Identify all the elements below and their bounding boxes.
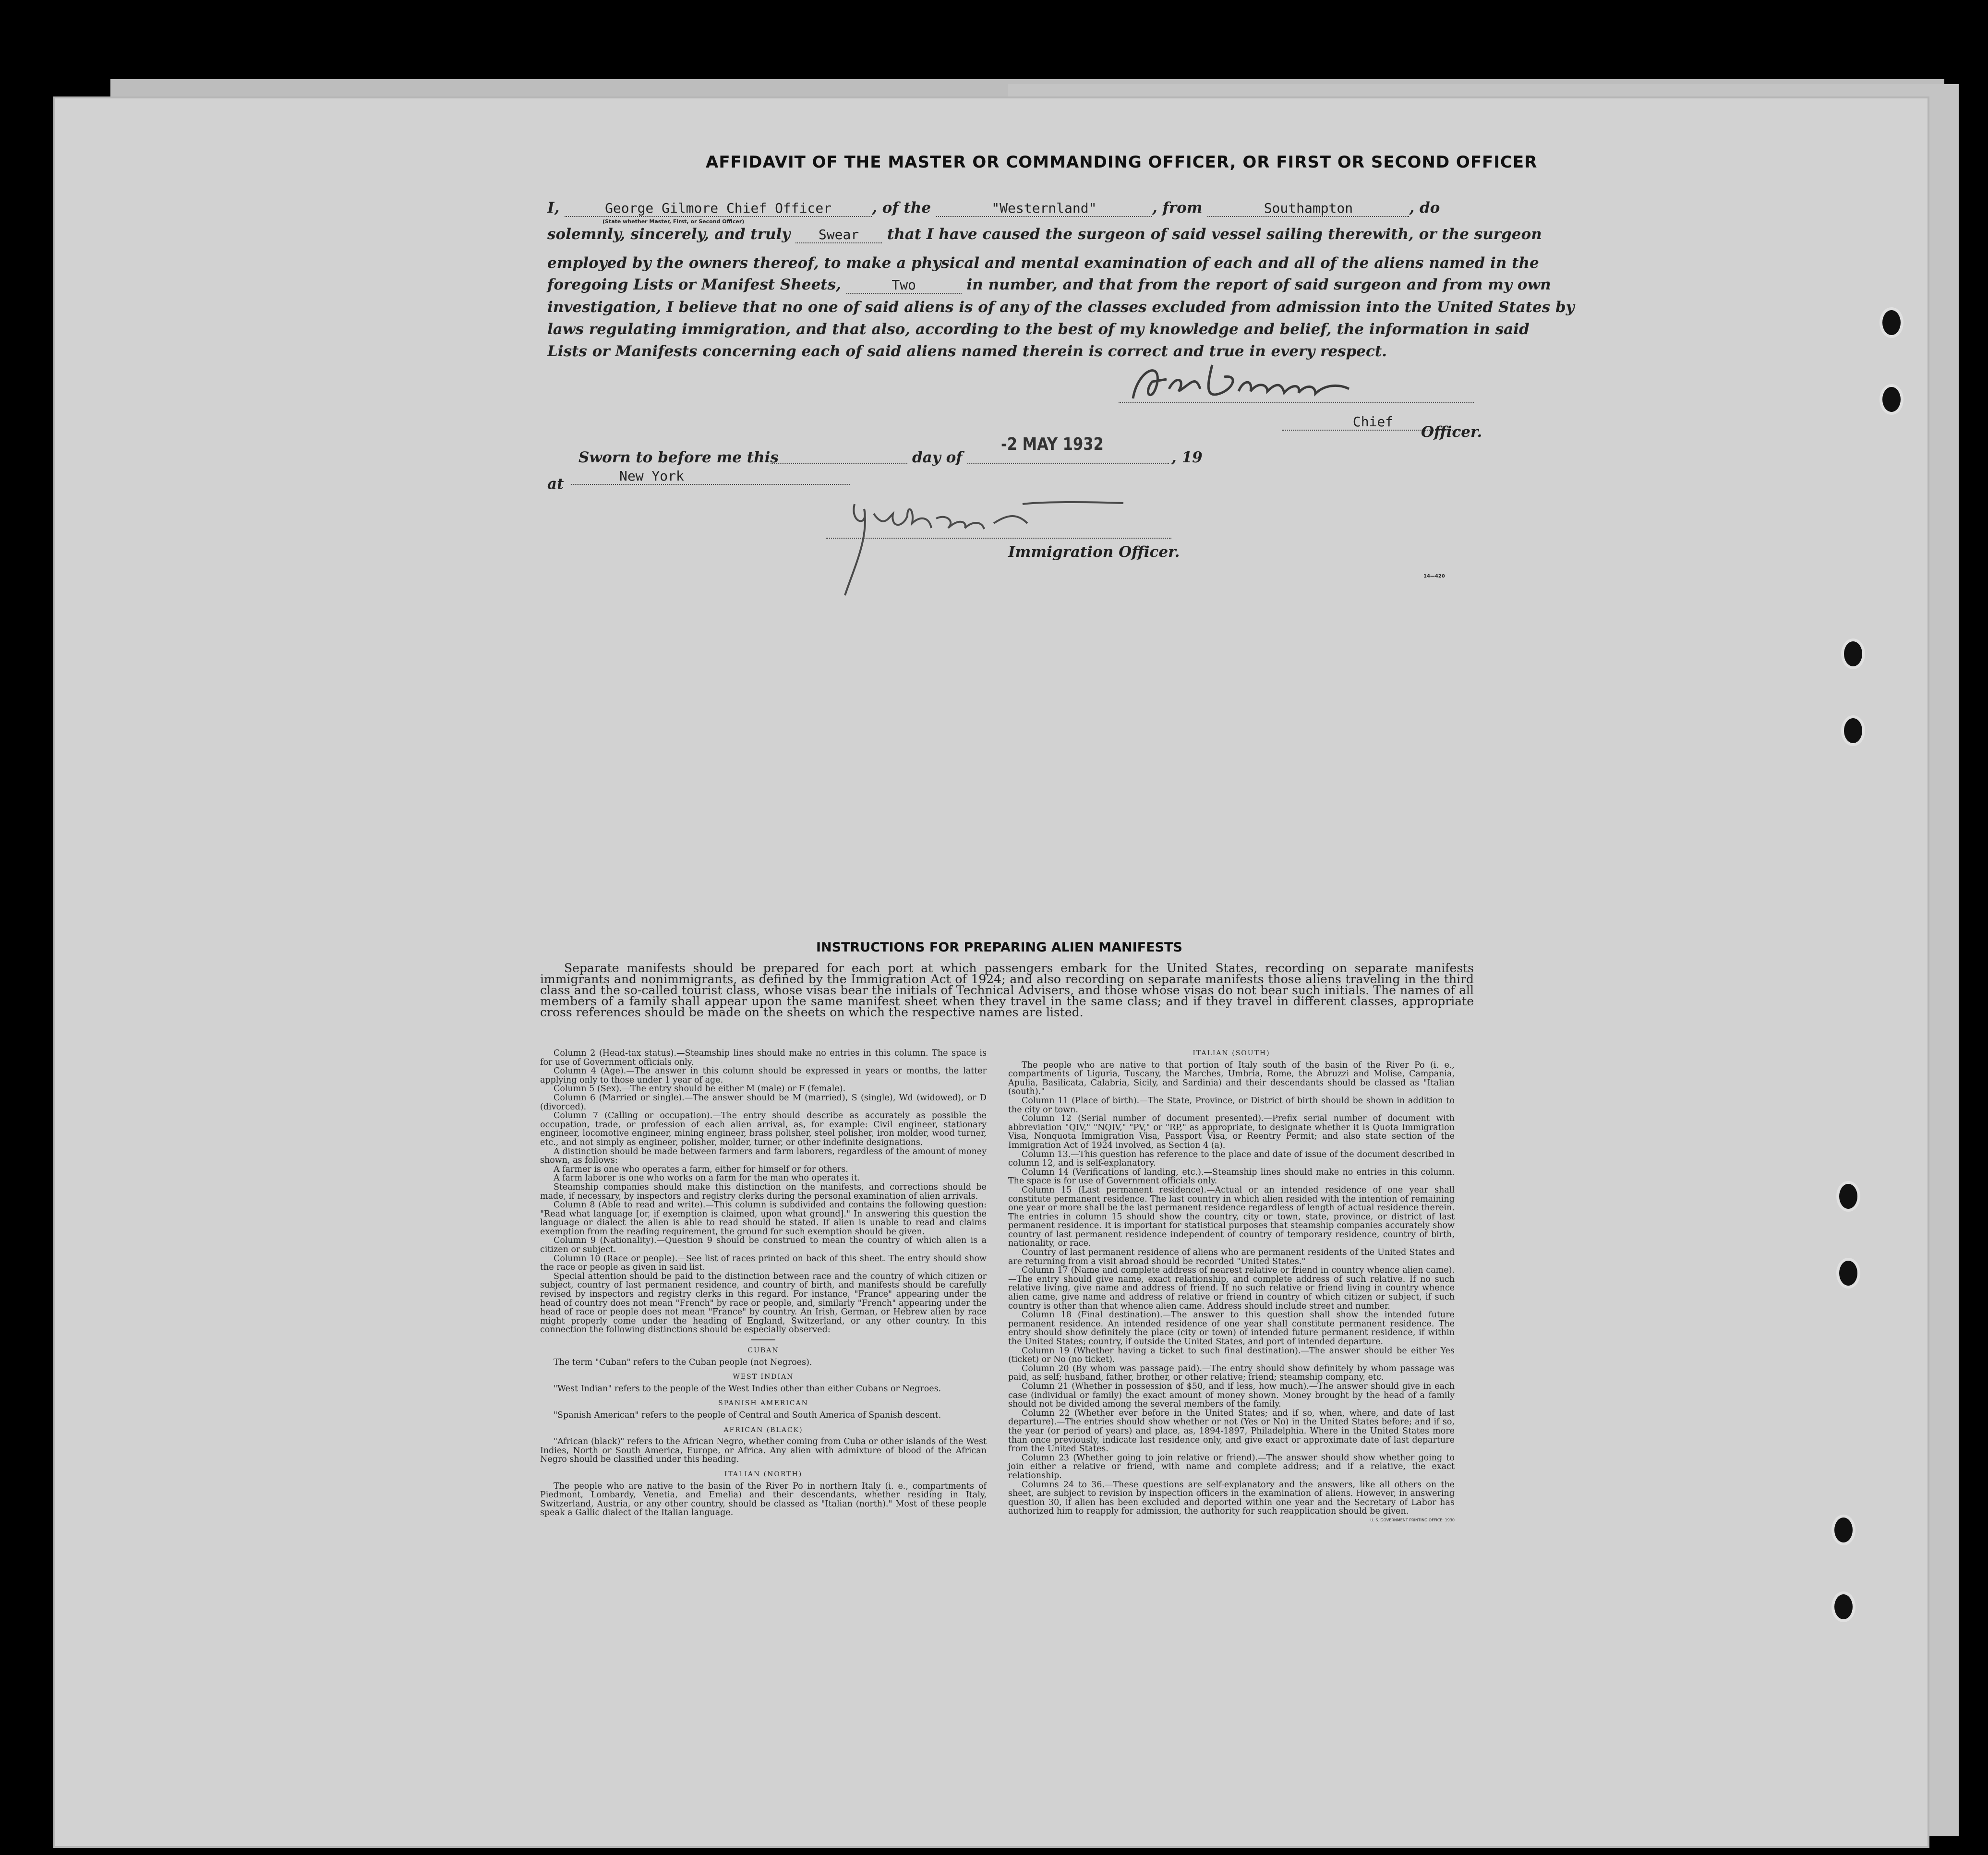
section-heading-italian-north: ITALIAN (NORTH) xyxy=(724,1470,803,1478)
instruction-paragraph: Steamship companies should make this distinction on the manifests, and corrections should be made, if necessary, by inspectors and registry clerks during the personal examination of alien arrivals. xyxy=(540,1182,987,1201)
instruction-paragraph: Column 6 (Married or single).—The answer should be M (married), S (single), Wd (widowed), or D (divorced). xyxy=(540,1093,987,1112)
affidavit-line-4 xyxy=(547,276,1551,294)
instruction-paragraph: "Spanish American" refers to the people of Central and South America of Spanish descent. xyxy=(554,1410,941,1420)
printing-office-note: U. S. GOVERNMENT PRINTING OFFICE: 1930 xyxy=(1370,1518,1455,1522)
solemnly-text: solemnly, sincerely, and truly xyxy=(547,226,791,243)
instruction-paragraph: Column 11 (Place of birth).—The State, Province, or District of birth should be shown in addition to the city or town. xyxy=(1008,1096,1455,1115)
officer-signature-line xyxy=(1119,402,1474,403)
instruction-paragraph: Column 15 (Last permanent residence).—Actual or an intended residence of one year shall constitute permanent residence. The last country in which alien resided with the intention of remaining one year or more shall be the last permanent residence regardless of length of actual residence therein. The entries in column 15 should show the country, city or town, state, province, or district of last permanent residence. It is important for statistical purposes that steamship companies accurately show country of last permanent residence independent of country of temporary residence, country of birth, nationality, or race. xyxy=(1008,1185,1455,1249)
instruction-paragraph: Column 23 (Whether going to join relative or friend).—The answer should show whether going to join either a relative or friend, with name and complete address; and if a relative, the exact relationship. xyxy=(1008,1453,1455,1481)
instruction-paragraph: Column 22 (Whether ever before in the United States; and if so, when, where, and date of last departure).—The entries should show whether or not (Yes or No) in the United States before; and if so, the year (or period of years) and place, as, 1894-1897, Philadelphia. Where in the United States more than once previously, indicate last residence only, and give exact or approximate date of last departure from the United States. xyxy=(1008,1408,1455,1454)
affidavit-title: AFFIDAVIT OF THE MASTER OR COMMANDING OFFICER, OR FIRST OR SECOND OFFICER xyxy=(706,153,1538,172)
section-heading-west-indian: WEST INDIAN xyxy=(733,1373,794,1381)
affidavit-line-1 xyxy=(547,199,1479,217)
instructions-right-column xyxy=(1008,1049,1455,1525)
punch-hole xyxy=(1841,715,1865,746)
year-label: , 19 xyxy=(1171,449,1203,466)
instruction-paragraph: Column 4 (Age).—The answer in this column should be expressed in years or months, the latter applying only to those under 1 year of age. xyxy=(540,1066,987,1085)
punch-hole xyxy=(1836,1258,1860,1289)
section-heading-cuban: CUBAN xyxy=(747,1347,779,1354)
section-divider xyxy=(751,1339,775,1340)
officer-label: Officer. xyxy=(1421,423,1482,441)
instruction-paragraph: Column 7 (Calling or occupation).—The entry should describe as accurately as possible the occupation, trade, or profession of each alien arrival, as, for example: Civil engineer, stationary engineer, locomotive engineer, mining engineer, brass polisher, steel polisher, iron molder, wood turner, etc., and not simply as engineer, polisher, molder, turner, or other indefinite designations. xyxy=(540,1111,987,1147)
form-number: 14—420 xyxy=(1423,574,1445,579)
officer-signature xyxy=(1123,355,1392,413)
instruction-paragraph: "West Indian" refers to the people of the West Indies other than either Cubans or Negroes. xyxy=(554,1384,941,1394)
do-label: , do xyxy=(1409,199,1440,217)
instruction-paragraph: A distinction should be made between farmers and farm laborers, regardless of the amount of money shown, as follows: xyxy=(540,1146,987,1166)
affidavit-text: in number, and that from the report of said surgeon and from my own xyxy=(966,276,1551,293)
sworn-label: Sworn to before me this xyxy=(578,449,779,466)
punch-hole xyxy=(1836,1181,1860,1212)
punch-hole xyxy=(1831,1515,1855,1545)
officer-name-field: George Gilmore Chief Officer xyxy=(565,200,872,217)
from-label: , from xyxy=(1152,199,1203,217)
instruction-paragraph: A farmer is one who operates a farm, either for himself or for others. xyxy=(554,1164,848,1174)
oath-field: Swear xyxy=(795,227,882,243)
instruction-paragraph: Column 8 (Able to read and write).—This column is subdivided and contains the following question: "Read what language [or, if exemption is claimed, upon what ground]." In answering this question the language or dialect the alien is able to read should be stated. If alien is unable to read and claims exemption from the reading requirement, the ground for such exemption should be given. xyxy=(540,1200,987,1237)
instruction-paragraph: Column 20 (By whom was passage paid).—The entry should show definitely by whom passage was paid, as self; husband, father, brother, or other relative; friend; steamship company, etc. xyxy=(1008,1363,1455,1383)
day-of-label: day of xyxy=(912,449,963,466)
instruction-paragraph: "African (black)" refers to the African Negro, whether coming from Cuba or other islands of the West Indies, North or South America, Europe, or Africa. Any alien with admixture of blood of the African Negro should be classified under this heading. xyxy=(540,1437,987,1465)
section-heading-spanish-american: SPANISH AMERICAN xyxy=(718,1399,808,1408)
vessel-name-field: "Westernland" xyxy=(936,200,1152,217)
instruction-paragraph: Column 18 (Final destination).—The answer to this question shall show the intended future permanent residence. An intended residence of one year shall constitute permanent residence. The entry should show definitely the place (city or town) of intended future permanent residence, if within the United States; country, if outside the United States, and port of intended departure. xyxy=(1008,1310,1455,1347)
instructions-title: INSTRUCTIONS FOR PREPARING ALIEN MANIFESTS xyxy=(816,940,1182,955)
instruction-paragraph: The term "Cuban" refers to the Cuban people (not Negroes). xyxy=(554,1357,812,1367)
affidavit-text: foregoing Lists or Manifest Sheets, xyxy=(547,276,841,293)
instruction-paragraph: Column 5 (Sex).—The entry should be either M (male) or F (female). xyxy=(554,1084,846,1094)
date-stamp: -2 MAY 1932 xyxy=(1001,434,1104,454)
affidavit-line-6: laws regulating immigration, and that also, according to the best of my knowledge and belief, the information in said xyxy=(547,321,1530,338)
immigration-officer-line xyxy=(826,538,1171,539)
instruction-paragraph: Column 21 (Whether in possession of $50, and if less, how much).—The answer should give in each case (individual or family) the exact amount of money shown. Money brought by the head of a family should not be divided among the several members of the family. xyxy=(1008,1381,1455,1409)
at-label: at xyxy=(547,475,564,493)
affidavit-line-2 xyxy=(547,226,1542,243)
instruction-paragraph: A farm laborer is one who works on a farm for the man who operates it. xyxy=(554,1173,860,1183)
instructions-left-column xyxy=(540,1049,987,1518)
instruction-paragraph: Column 9 (Nationality).—Question 9 should be construed to mean the country of which alien is a citizen or subject. xyxy=(540,1236,987,1255)
instruction-paragraph: Columns 24 to 36.—These questions are self-explanatory and the answers, like all others on the sheet, are subject to revision by inspection officers in the examination of aliens. However, in answering question 30, if alien has been excluded and deported within one year and the Secretary of Labor has authorized him to reapply for admission, the authority for such reapplication should be given. xyxy=(1008,1480,1455,1517)
instruction-paragraph: Column 2 (Head-tax status).—Steamship lines should make no entries in this column. The space is for use of Government officials only. xyxy=(540,1048,987,1067)
instructions-intro: Separate manifests should be prepared for each port at which passengers embark for the United States, recording on separate manifests immigrants and nonimmigrants, as defined by the Immigration Act of 1924; and also recording on separate manifests those aliens traveling in the third class and the so-called tourist class, whose visas bear the initials of Technical Advisers, and those whose visas do not bear such initials. The names of all members of a family shall appear upon the same manifest sheet when they travel in the same class; and if they travel in different classes, appropriate cross references should be made on the sheets on which the respective names are listed. xyxy=(540,961,1474,1019)
instruction-paragraph: Country of last permanent residence of aliens who are permanent residents of the United States and are returning from a visit abroad should be recorded "United States." xyxy=(1008,1248,1455,1266)
instruction-paragraph: Column 13.—This question has reference to the place and date of issue of the document described in column 12, and is self-explanatory. xyxy=(1008,1149,1455,1168)
punch-hole xyxy=(1831,1591,1855,1622)
punch-hole xyxy=(1880,307,1904,338)
section-heading-italian-south: ITALIAN (SOUTH) xyxy=(1193,1049,1270,1057)
instruction-paragraph: The people who are native to the basin of the River Po in northern Italy (i. e., compartments of Piedmont, Lombardy, Venetia, and Emelia) and their descendants, whether residing in Italy, Switzerland, Austria, or any other country, should be classed as "Italian (north)." Most of these people speak a Gallic dialect of the Italian language. xyxy=(540,1481,987,1518)
instruction-paragraph: Column 19 (Whether having a ticket to such final destination).—The answer should be either Yes (ticket) or No (no ticket). xyxy=(1008,1346,1455,1365)
sworn-place-field: New York xyxy=(571,468,850,485)
officer-rank-field: Chief xyxy=(1282,414,1464,431)
punch-hole xyxy=(1880,384,1904,415)
instruction-paragraph: Column 10 (Race or people).—See list of races printed on back of this sheet. The entry should show the race or people as given in said list. xyxy=(540,1253,987,1273)
affidavit-text: that I have caused the surgeon of said vessel sailing therewith, or the surgeon xyxy=(887,226,1542,243)
affidavit-line-5: investigation, I believe that no one of said aliens is of any of the classes excluded from admission into the United States by xyxy=(547,299,1575,316)
instruction-paragraph: Column 14 (Verifications of landing, etc.).—Steamship lines should make no entries in this column. The space is for use of Government officials only. xyxy=(1008,1167,1455,1186)
section-heading-african: AFRICAN (BLACK) xyxy=(723,1426,803,1434)
sworn-day-line xyxy=(771,463,907,464)
pronoun: I, xyxy=(547,199,560,217)
affidavit-line-3: employed by the owners thereof, to make a physical and mental examination of each and all of the aliens named in the xyxy=(547,254,1539,272)
instruction-paragraph: Special attention should be paid to the distinction between race and the country of which citizen or subject, country of last permanent residence, and country of birth, and manifests should be carefully revised by inspectors and registry clerks in this regard. For instance, "France" appearing under the head of country does not mean "French" by race or people, and, similarly "French" appearing under the head of race or people does not mean "France" by country. An Irish, German, or Hebrew alien by race might properly come under the heading of England, Switzerland, or any other country. In this connection the following distinctions should be especially observed: xyxy=(540,1271,987,1335)
sworn-month-line xyxy=(967,463,1169,464)
instruction-paragraph: The people who are native to that portion of Italy south of the basin of the River Po (i. e., compartments of Liguria, Tuscany, the Marches, Umbria, Rome, the Abruzzi and Molise, Campania, Apulia, Basilicata, Calabria, Sicily, and Sardinia) and their descendants should be classed as "Italian (south)." xyxy=(1008,1060,1455,1097)
instruction-paragraph: Column 12 (Serial number of document presented).—Prefix serial number of document with abbreviation "QIV," "NQIV," "PV," or "RP," as appropriate, to designate whether it is Quota Immigration Visa, Nonquota Immigration Visa, Passport Visa, or Reentry Permit; and also state section of the Immigration Act of 1924 involved, as Section 4 (a). xyxy=(1008,1114,1455,1150)
punch-hole xyxy=(1841,638,1865,669)
officer-rank-note: (State whether Master, First, or Second Officer) xyxy=(602,218,745,225)
of-the-label: , of the xyxy=(872,199,931,217)
departure-port-field: Southampton xyxy=(1207,200,1409,217)
affidavit-line-7: Lists or Manifests concerning each of said aliens named therein is correct and true in every respect. xyxy=(547,343,1387,360)
sheet-count-field: Two xyxy=(846,277,962,294)
instruction-paragraph: Column 17 (Name and complete address of nearest relative or friend in country whence alien came).—The entry should give name, exact relationship, and complete address of such relative. If no such relative living, give name and address of friend. If no such relative or friend living in country whence alien came, give name and address of relative or friend in country of which citizen or subject, if such country is other than that whence alien came. Address should include street and number. xyxy=(1008,1265,1455,1311)
immigration-officer-label: Immigration Officer. xyxy=(1008,543,1180,561)
